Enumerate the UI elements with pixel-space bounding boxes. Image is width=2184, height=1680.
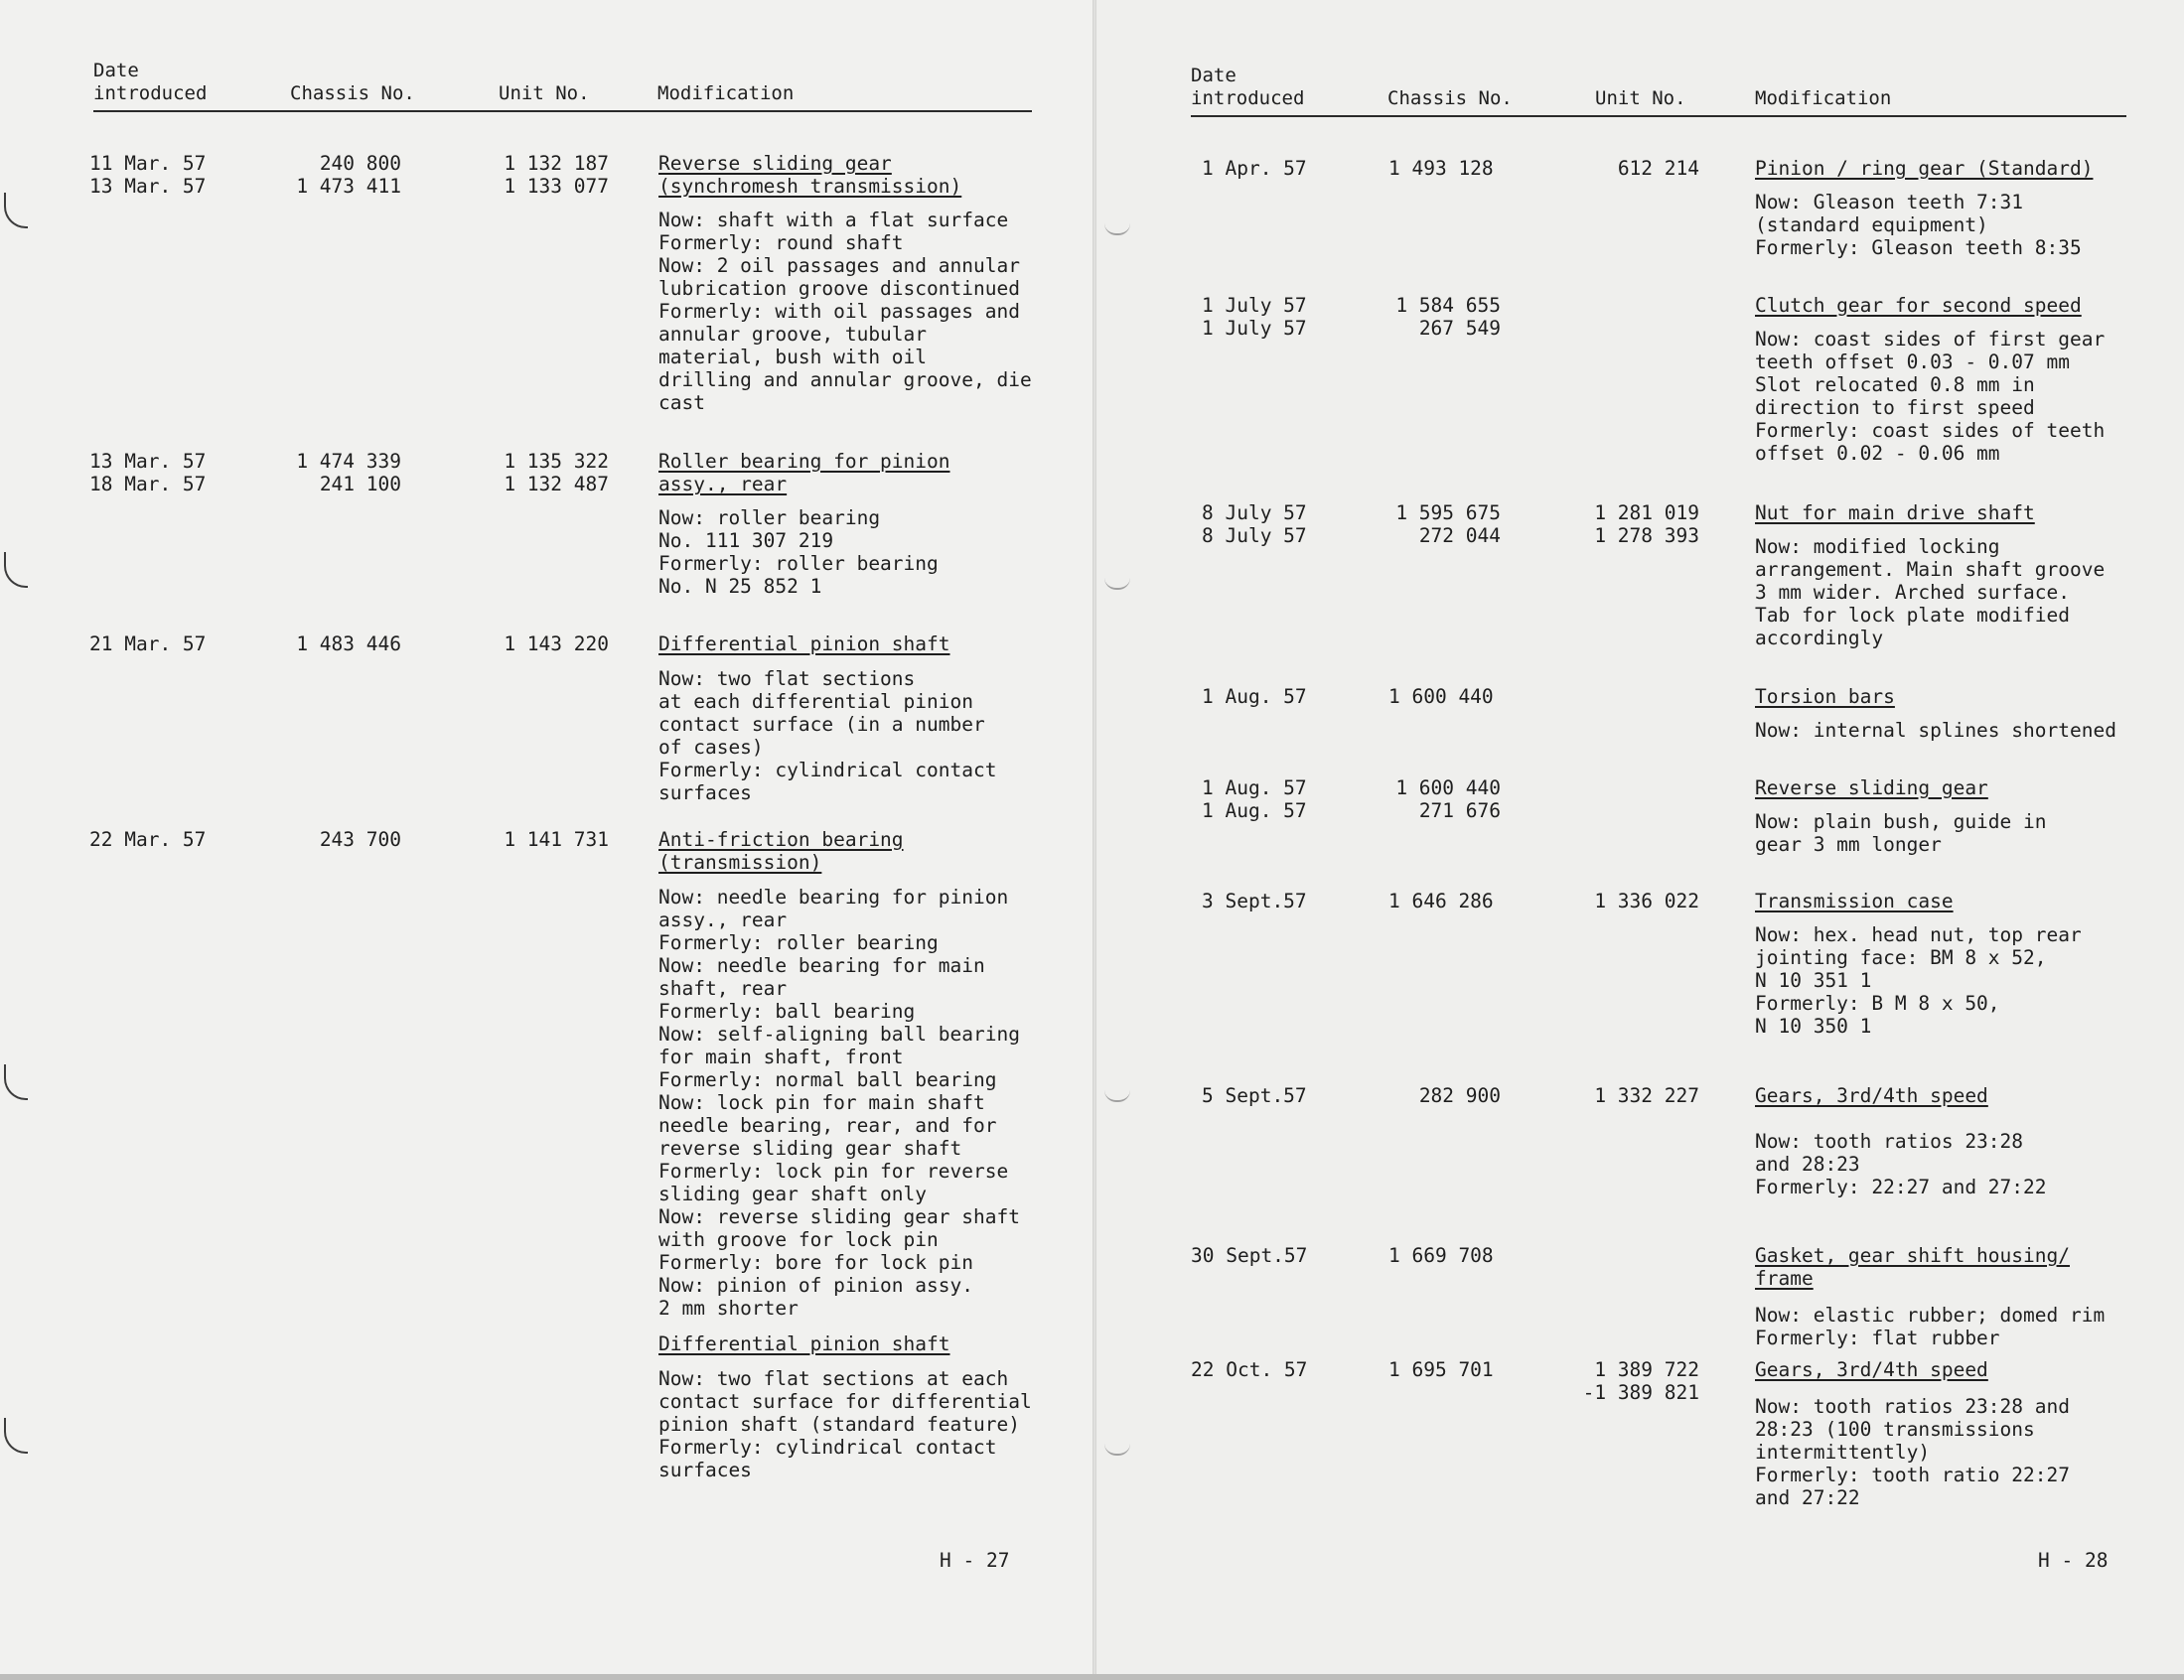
modification-text: Now: two flat sections at each differential pinion contact surface (in a number of cases) Formerly: cylindrical contact surfaces bbox=[658, 667, 997, 804]
binder-hole-mark bbox=[1104, 578, 1130, 590]
header-rule bbox=[1191, 115, 2126, 117]
modification-text: Now: coast sides of first gear teeth offset 0.03 - 0.07 mm Slot relocated 0.8 mm in direction to first speed Formerly: coast sides of teeth offset 0.02 - 0.06 mm bbox=[1755, 328, 2106, 465]
header-unit: Unit No. bbox=[1595, 87, 1686, 109]
page-number: H - 28 bbox=[2038, 1549, 2109, 1572]
header-chassis: Chassis No. bbox=[1387, 87, 1513, 109]
modification-title: Nut for main drive shaft bbox=[1755, 501, 2035, 524]
modification-text: Now: modified locking arrangement. Main shaft groove 3 mm wider. Arched surface. Tab for lock plate modified accordingly bbox=[1755, 535, 2106, 649]
chassis-cell: 1 584 655 267 549 bbox=[1395, 294, 1501, 340]
chassis-cell: 1 493 128 bbox=[1388, 157, 1494, 180]
chassis-cell: 1 595 675 272 044 bbox=[1395, 501, 1501, 547]
modification-title: Reverse sliding gear bbox=[1755, 776, 1988, 799]
header-modification: Modification bbox=[657, 82, 795, 104]
date-cell: 1 Aug. 57 1 Aug. 57 bbox=[1202, 776, 1307, 822]
modification-title: Reverse sliding gear (synchromesh transmission) bbox=[658, 152, 962, 198]
unit-cell: 1 135 322 1 132 487 bbox=[504, 450, 609, 495]
modification-title: Differential pinion shaft bbox=[658, 1332, 950, 1355]
unit-cell: 1 141 731 bbox=[504, 828, 609, 851]
date-cell: 22 Mar. 57 bbox=[89, 828, 207, 851]
modification-title: Gears, 3rd/4th speed bbox=[1755, 1358, 1988, 1381]
date-cell: 30 Sept.57 bbox=[1191, 1244, 1308, 1267]
chassis-cell: 243 700 bbox=[319, 828, 401, 851]
chassis-cell: 1 600 440 271 676 bbox=[1395, 776, 1501, 822]
unit-cell: 1 143 220 bbox=[504, 632, 609, 655]
modification-text: Now: elastic rubber; domed rim Formerly: flat rubber bbox=[1755, 1304, 2106, 1349]
binder-hole-mark bbox=[1104, 1444, 1130, 1456]
unit-cell: 1 132 187 1 133 077 bbox=[504, 152, 609, 198]
chassis-cell: 282 900 bbox=[1418, 1084, 1501, 1107]
header-rule bbox=[93, 110, 1032, 112]
unit-cell: 1 332 227 bbox=[1594, 1084, 1699, 1107]
date-cell: 1 July 57 1 July 57 bbox=[1202, 294, 1307, 340]
date-cell: 8 July 57 8 July 57 bbox=[1202, 501, 1307, 547]
date-cell: 3 Sept.57 bbox=[1202, 890, 1307, 912]
header-date: Date introduced bbox=[1191, 65, 1305, 109]
modification-text: Now: shaft with a flat surface Formerly: round shaft Now: 2 oil passages and annular lubrication groove discontinued Formerly: with oil passages and annular groove, tubular material, bush with oil drilling and annular groove, die cast bbox=[658, 209, 1032, 414]
date-cell: 1 Apr. 57 bbox=[1202, 157, 1307, 180]
binder-hole-mark bbox=[4, 193, 28, 228]
modification-title: Torsion bars bbox=[1755, 685, 1895, 708]
date-cell: 1 Aug. 57 bbox=[1202, 685, 1307, 708]
modification-text: Now: internal splines shortened bbox=[1755, 719, 2116, 742]
modification-title: Anti-friction bearing (transmission) bbox=[658, 828, 904, 874]
modification-text: Now: roller bearing No. 111 307 219 Formerly: roller bearing No. N 25 852 1 bbox=[658, 506, 939, 598]
date-cell: 11 Mar. 57 13 Mar. 57 bbox=[89, 152, 207, 198]
chassis-cell: 1 483 446 bbox=[296, 632, 401, 655]
header-unit: Unit No. bbox=[499, 82, 590, 104]
modification-text: Now: plain bush, guide in gear 3 mm longer bbox=[1755, 810, 2047, 856]
modification-text: Now: hex. head nut, top rear jointing face: BM 8 x 52, N 10 351 1 Formerly: B M 8 x 50, N 10 350 1 bbox=[1755, 923, 2082, 1038]
date-cell: 13 Mar. 57 18 Mar. 57 bbox=[89, 450, 207, 495]
chassis-cell: 240 800 1 473 411 bbox=[296, 152, 401, 198]
modification-text: Now: Gleason teeth 7:31 (standard equipment) Formerly: Gleason teeth 8:35 bbox=[1755, 191, 2082, 259]
modification-title: Roller bearing for pinion assy., rear bbox=[658, 450, 950, 495]
date-cell: 22 Oct. 57 bbox=[1191, 1358, 1308, 1381]
chassis-cell: 1 600 440 bbox=[1388, 685, 1494, 708]
modification-title: Transmission case bbox=[1755, 890, 1954, 912]
unit-cell: 612 214 bbox=[1617, 157, 1699, 180]
modification-text: Now: needle bearing for pinion assy., rear Formerly: roller bearing Now: needle bearing for main shaft, rear Formerly: ball bearing Now: self-aligning ball bearing for main shaft, front Formerly: normal ball bearing Now: lock pin for main shaft needle bearing, rear, and for reverse sliding gear shaft Formerly: lock pin for reverse sliding gear shaft only Now: reverse sliding gear shaft with groove for lock pin Formerly: bore for lock pin Now: pinion of pinion assy. 2 mm shorter bbox=[658, 886, 1020, 1320]
chassis-cell: 1 695 701 bbox=[1388, 1358, 1494, 1381]
modification-text: Now: two flat sections at each contact surface for differential pinion shaft (standard feature) Formerly: cylindrical contact surfaces bbox=[658, 1367, 1032, 1481]
chassis-cell: 1 646 286 bbox=[1388, 890, 1494, 912]
binder-hole-mark bbox=[4, 552, 28, 588]
unit-cell: 1 281 019 1 278 393 bbox=[1594, 501, 1699, 547]
page-number: H - 27 bbox=[940, 1549, 1010, 1572]
date-cell: 21 Mar. 57 bbox=[89, 632, 207, 655]
chassis-cell: 1 474 339 241 100 bbox=[296, 450, 401, 495]
unit-cell: 1 336 022 bbox=[1594, 890, 1699, 912]
binder-hole-mark bbox=[1104, 223, 1130, 235]
modification-text: Now: tooth ratios 23:28 and 28:23 (100 transmissions intermittently) Formerly: tooth ratio 22:27 and 27:22 bbox=[1755, 1395, 2070, 1509]
date-cell: 5 Sept.57 bbox=[1202, 1084, 1307, 1107]
header-date: Date introduced bbox=[93, 60, 208, 104]
modification-title: Gears, 3rd/4th speed bbox=[1755, 1084, 1988, 1107]
unit-cell: 1 389 722 -1 389 821 bbox=[1582, 1358, 1699, 1404]
right-page bbox=[1096, 0, 2184, 1680]
modification-title: Differential pinion shaft bbox=[658, 632, 950, 655]
binder-hole-mark bbox=[4, 1064, 28, 1100]
header-chassis: Chassis No. bbox=[290, 82, 415, 104]
modification-title: Gasket, gear shift housing/ frame bbox=[1755, 1244, 2070, 1290]
header-modification: Modification bbox=[1755, 87, 1892, 109]
binder-hole-mark bbox=[1104, 1090, 1130, 1102]
modification-text: Now: tooth ratios 23:28 and 28:23 Formerly: 22:27 and 27:22 bbox=[1755, 1130, 2047, 1198]
binder-hole-mark bbox=[4, 1418, 28, 1454]
modification-title: Clutch gear for second speed bbox=[1755, 294, 2082, 317]
chassis-cell: 1 669 708 bbox=[1388, 1244, 1494, 1267]
modification-title: Pinion / ring gear (Standard) bbox=[1755, 157, 2094, 180]
page-bottom-edge bbox=[0, 1674, 2184, 1680]
